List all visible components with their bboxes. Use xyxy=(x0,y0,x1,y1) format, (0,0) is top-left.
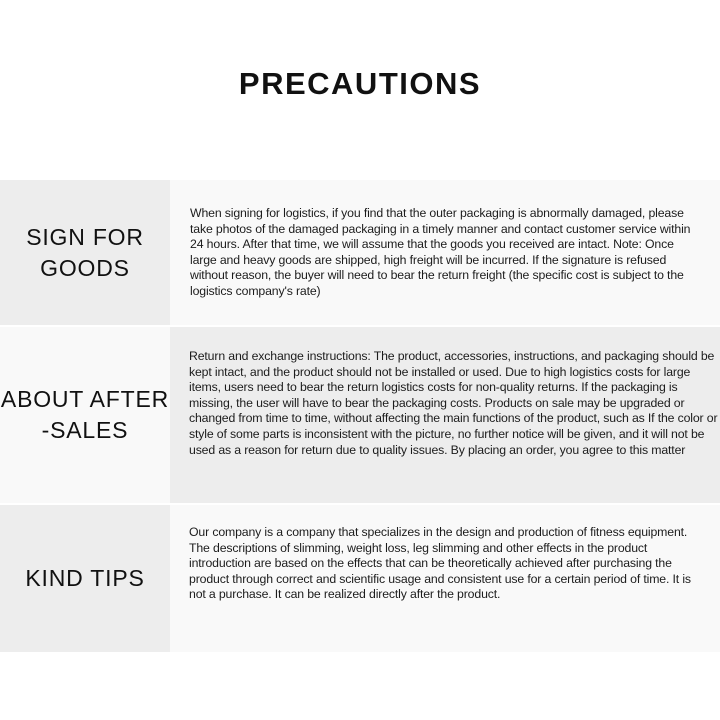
section-text: When signing for logistics, if you find that the outer packaging is abnormally damaged, please take photos of the damaged packaging in a timely manner and contact customer service within 24 hours. After that time, we will assume that the goods you received are intact. Note: Once large and heavy goods are shipped, high freight will be incurred. If the signature is refused without reason, the buyer will need to bear the return freight (the specific cost is subject to the logistics company's rate) xyxy=(190,206,691,298)
section-text-cell xyxy=(170,180,720,325)
section-label: KIND TIPS xyxy=(25,565,145,591)
section-label: ABOUT AFTER -SALES xyxy=(0,386,170,443)
section-text: Our company is a company that specializes in the design and production of fitness equipment. The descriptions of slimming, weight loss, leg slimming and other effects in the product introduction are based on the effects that can be theoretically achieved after purchasing the product through correct and scientific usage and consistent use for a certain period of time. It is not a purchase. It can be realized directly after the product. xyxy=(189,525,691,602)
section-text: Return and exchange instructions: The product, accessories, instructions, and packaging should be kept intact, and the product should not be installed or used. Due to high logistics costs for large items, users need to bear the return logistics costs for non-quality returns. If the packaging is missing, the user will have to bear the packaging costs. Products on sale may be upgraded or changed from time to time, without affecting the main functions of the product, such as If the color or style of some parts is inconsistent with the picture, no further notice will be given, and it will not be used as a reason for return due to quality issues. By placing an order, you agree to this matter xyxy=(189,349,718,457)
section-text-cell xyxy=(170,327,720,503)
section-text-cell xyxy=(170,505,720,652)
section-label-cell xyxy=(0,180,170,325)
page-title: PRECAUTIONS xyxy=(238,66,482,101)
section-kind-tips xyxy=(0,505,720,652)
section-about-after-sales xyxy=(0,327,720,503)
section-label: SIGN FOR GOODS xyxy=(26,223,144,281)
section-label-cell xyxy=(0,505,170,652)
section-label-cell xyxy=(0,327,170,503)
section-sign-for-goods xyxy=(0,180,720,325)
